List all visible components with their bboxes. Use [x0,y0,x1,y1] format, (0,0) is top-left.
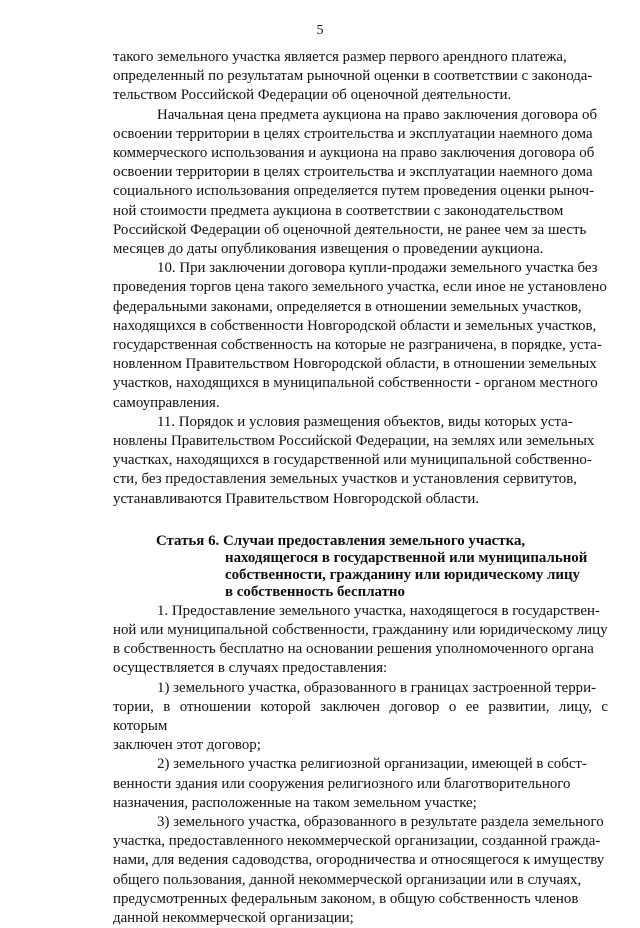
paragraph-continuation: такого земельного участка является размер первого арендного платежа, определенный по результатам рыночной оценки в соответствии с законода- тельством Российской Федерации об оценочной деятельности. [113,49,593,104]
paragraph-subitem-2: 2) земельного участка религиозной организации, имеющей в собст- венности здания или сооружения религиозного или благотворительного назначения, расположенные на таком земельном участке; [113,756,587,811]
article-heading-line-1: Статья 6. Случаи предоставления земельного участка, [156,532,526,549]
article-heading-continuation: находящегося в государственной или муниципальной собственности, гражданину или юридическому лицу в собственность бесплатно [225,550,588,601]
document-body [113,48,608,928]
paragraph-auction-start-price: Начальная цена предмета аукциона на право заключения договора об освоении территории в целях строительства и эксплуатации наемного дома коммерческого использования и аукциона на право заключения договора об освоении территории в целях строительства и эксплуатации наемного дома социального использования определяется путем проведения оценки рыноч- ной стоимости предмета аукциона в соответствии с законодательством Российской Федерации об оценочной деятельности, не ранее чем за шесть месяцев до даты опубликования извещения о проведении аукциона. [113,106,598,258]
paragraph-article-6-item-1: 1. Предоставление земельного участка, находящегося в государствен- ной или муниципальной собственности, гражданину или юридическому лицу в собственность бесплатно на основании решения уполномоченного органа осуществляется в случаях предоставления: [113,602,608,677]
paragraph-subitem-1: 1) земельного участка, образованного в границах застроенной терри- тории, в отношении которой заключен договор о ее развитии, лицу, с которым заключен этот договор; [113,679,608,754]
article-6-heading [156,533,608,602]
page-number: 5 [316,23,324,38]
paragraph-item-11: 11. Порядок и условия размещения объектов, виды которых уста- новлены Правительством Российской Федерации, на землях или земельных участках, находящихся в государственной или муниципальной собственно- сти, без предоставления земельных участков и установления сервитутов, устанавливаются Правительством Новгородской области. [113,413,595,507]
paragraph-item-10: 10. При заключении договора купли-продажи земельного участка без проведения торгов цена такого земельного участка, если иное не установлено федеральными законами, определяется в отношении земельных участков, находящихся в собственности Новгородской области и земельных участков, государственная собственность на которые не разграничена, в порядке, уста- новленном Правительством Новгородской области, в отношении земельных участков, находящихся в муниципальной собственности - органом местного самоуправления. [113,260,607,411]
paragraph-subitem-3: 3) земельного участка, образованного в результате раздела земельного участка, предоставленного некоммерческой организации, созданной гражда- нами, для ведения садоводства, огородничества и относящегося к имуществу общего пользования, данной некоммерческой организации или в случаях, предусмотренных федеральным законом, в общую собственность членов данной некоммерческой организации; [113,813,605,926]
